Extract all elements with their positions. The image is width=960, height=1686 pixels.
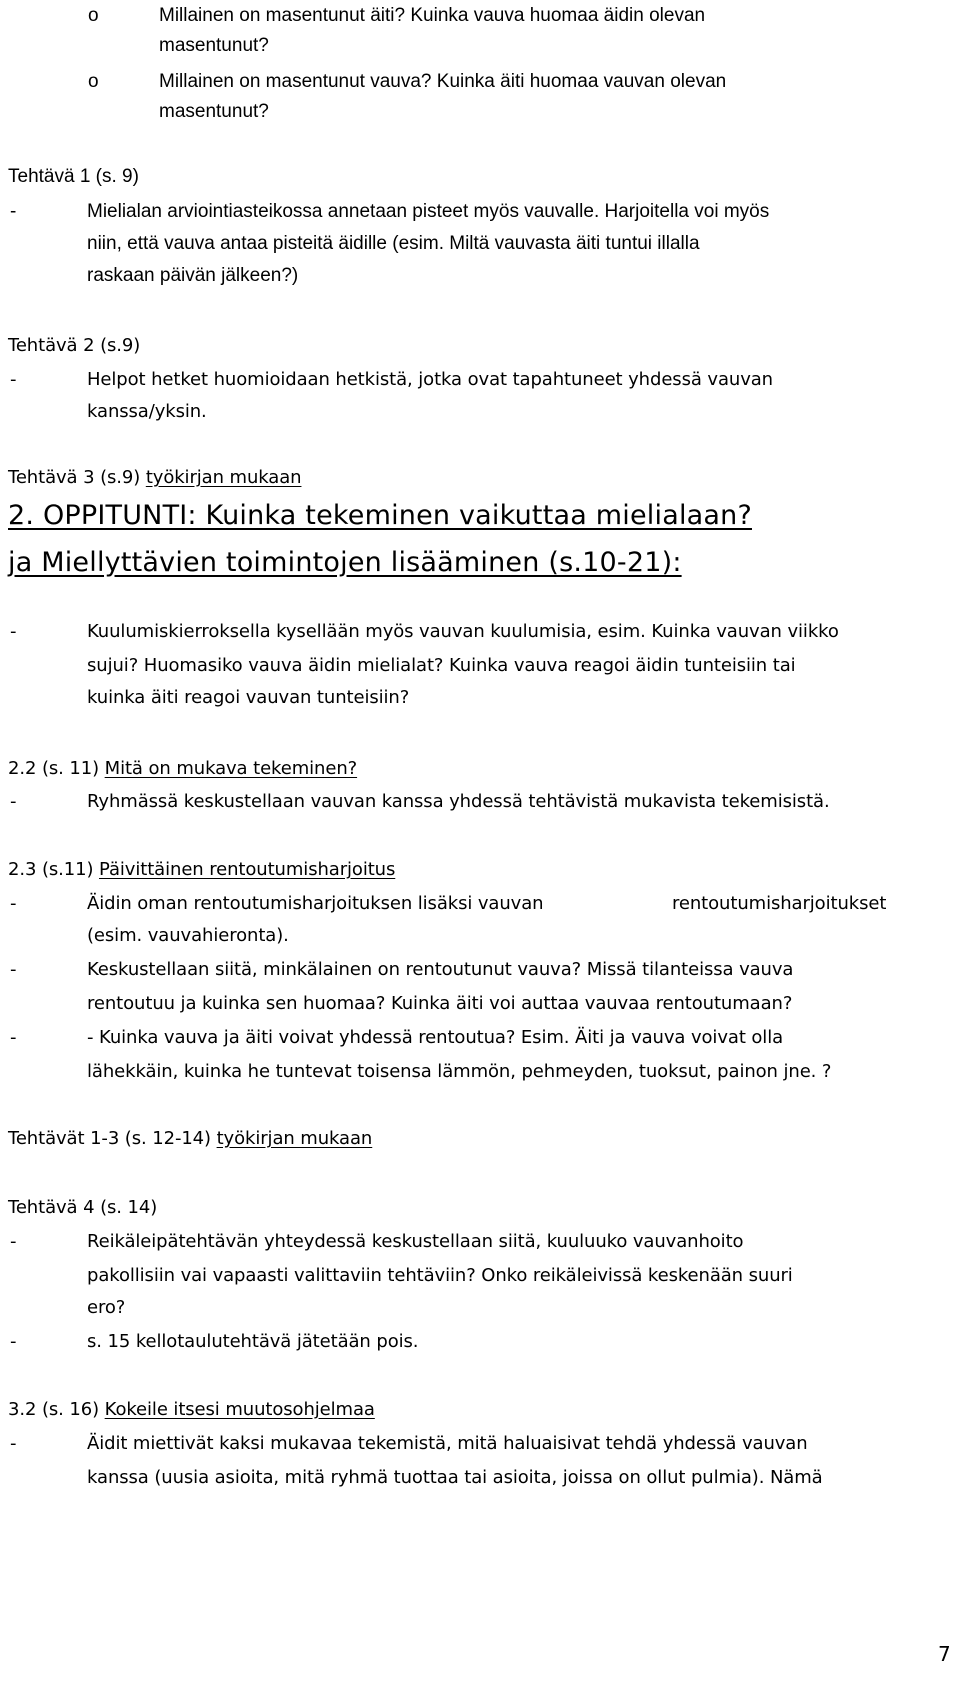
section-2-2-text: Ryhmässä keskustellaan vauvan kanssa yhdessä tehtävistä mukavista tekemisistä.	[87, 791, 830, 812]
task-1-heading: Tehtävä 1 (s. 9)	[8, 166, 139, 187]
section-2-3-text: (esim. vauvahieronta).	[87, 925, 289, 946]
task-4-text: pakollisiin vai vapaasti valittaviin tehtäviin? Onko reikäleivissä keskenään suuri	[87, 1265, 793, 1286]
section-2-1-text: kuinka äiti reagoi vauvan tunteisiin?	[87, 687, 410, 708]
section-3-2-heading-text: 3.2 (s. 16)	[8, 1399, 105, 1420]
bullet-marker: o	[88, 5, 99, 26]
task-1-text: raskaan päivän jälkeen?)	[87, 265, 299, 286]
section-3-2-text: Äidit miettivät kaksi mukavaa tekemistä, mitä haluaisivat tehdä yhdessä vauvan	[87, 1433, 808, 1454]
bullet-text: Millainen on masentunut äiti? Kuinka vauva huomaa äidin olevan	[159, 5, 706, 26]
bullet-text: Millainen on masentunut vauva? Kuinka äiti huomaa vauvan olevan	[159, 71, 727, 92]
section-2-1-text: sujui? Huomasiko vauva äidin mielialat? Kuinka vauva reagoi äidin tunteisiin tai	[87, 655, 796, 676]
bullet-marker: o	[88, 71, 99, 92]
dash: -	[10, 893, 17, 914]
section-2-3-text: - Kuinka vauva ja äiti voivat yhdessä rentoutua? Esim. Äiti ja vauva voivat olla	[87, 1027, 784, 1048]
bullet-text: masentunut?	[159, 101, 269, 122]
section-3-2-heading-underlined: Kokeile itsesi muutosohjelmaa	[104, 1399, 375, 1420]
page-number: 7	[938, 1642, 951, 1666]
dash: -	[10, 1231, 17, 1252]
task-4-text: ero?	[87, 1297, 126, 1318]
section-2-3-text: rentoutumisharjoitukset	[672, 893, 887, 914]
section-2-3-text: rentoutuu ja kuinka sen huomaa? Kuinka äiti voi auttaa vauvaa rentoutumaan?	[87, 993, 793, 1014]
section-2-3-text: Äidin oman rentoutumisharjoituksen lisäksi vauvan	[87, 893, 544, 914]
task-4-heading: Tehtävä 4 (s. 14)	[8, 1197, 158, 1218]
tasks-1-3-heading-text: Tehtävät 1-3 (s. 12-14)	[8, 1128, 217, 1149]
lesson-2-title-line: ja Miellyttävien toimintojen lisääminen (s.10-21):	[8, 547, 682, 578]
section-2-3-heading-text: 2.3 (s.11)	[8, 859, 100, 880]
section-2-3-heading-underlined: Päivittäinen rentoutumisharjoitus	[99, 859, 396, 880]
task-4-text: s. 15 kellotaulutehtävä jätetään pois.	[87, 1331, 419, 1352]
task-4-text: Reikäleipätehtävän yhteydessä keskustellaan siitä, kuuluuko vauvanhoito	[87, 1231, 744, 1252]
dash: -	[10, 1433, 17, 1454]
task-2-heading: Tehtävä 2 (s.9)	[8, 335, 141, 356]
section-2-2-heading-text: 2.2 (s. 11)	[8, 758, 105, 779]
section-3-2-heading	[8, 1398, 375, 1422]
dash: -	[10, 959, 17, 980]
section-3-2-text: kanssa (uusia asioita, mitä ryhmä tuottaa tai asioita, joissa on ollut pulmia). Nämä	[87, 1467, 823, 1488]
section-2-2-heading	[8, 757, 357, 781]
tasks-1-3-heading	[8, 1127, 372, 1151]
tasks-1-3-heading-underlined: työkirjan mukaan	[216, 1128, 373, 1149]
lesson-2-title-line: 2. OPPITUNTI: Kuinka tekeminen vaikuttaa mielialaan?	[8, 500, 752, 531]
section-2-2-heading-underlined: Mitä on mukava tekeminen?	[104, 758, 358, 779]
dash: -	[10, 621, 17, 642]
dash: -	[10, 791, 17, 812]
dash: -	[10, 1027, 17, 1048]
task-3-heading-text: Tehtävä 3 (s.9)	[8, 467, 146, 488]
task-3-heading-link: työkirjan mukaan	[145, 467, 302, 488]
dash: -	[10, 1331, 17, 1352]
task-2-text: kanssa/yksin.	[87, 401, 207, 422]
section-2-3-text: Keskustellaan siitä, minkälainen on rentoutunut vauva? Missä tilanteissa vauva	[87, 959, 794, 980]
dash: -	[10, 201, 17, 222]
task-3-heading	[8, 466, 301, 490]
task-1-text: Mielialan arviointiasteikossa annetaan pisteet myös vauvalle. Harjoitella voi myös	[87, 201, 770, 222]
bullet-text: masentunut?	[159, 35, 269, 56]
task-2-text: Helpot hetket huomioidaan hetkistä, jotka ovat tapahtuneet yhdessä vauvan	[87, 369, 773, 390]
task-1-text: niin, että vauva antaa pisteitä äidille (esim. Miltä vauvasta äiti tuntui illalla	[87, 233, 700, 254]
section-2-3-heading	[8, 858, 395, 882]
section-2-3-text: lähekkäin, kuinka he tuntevat toisensa lämmön, pehmeyden, tuoksut, painon jne. ?	[87, 1061, 832, 1082]
dash: -	[10, 369, 17, 390]
section-2-1-text: Kuulumiskierroksella kysellään myös vauvan kuulumisia, esim. Kuinka vauvan viikko	[87, 621, 839, 642]
